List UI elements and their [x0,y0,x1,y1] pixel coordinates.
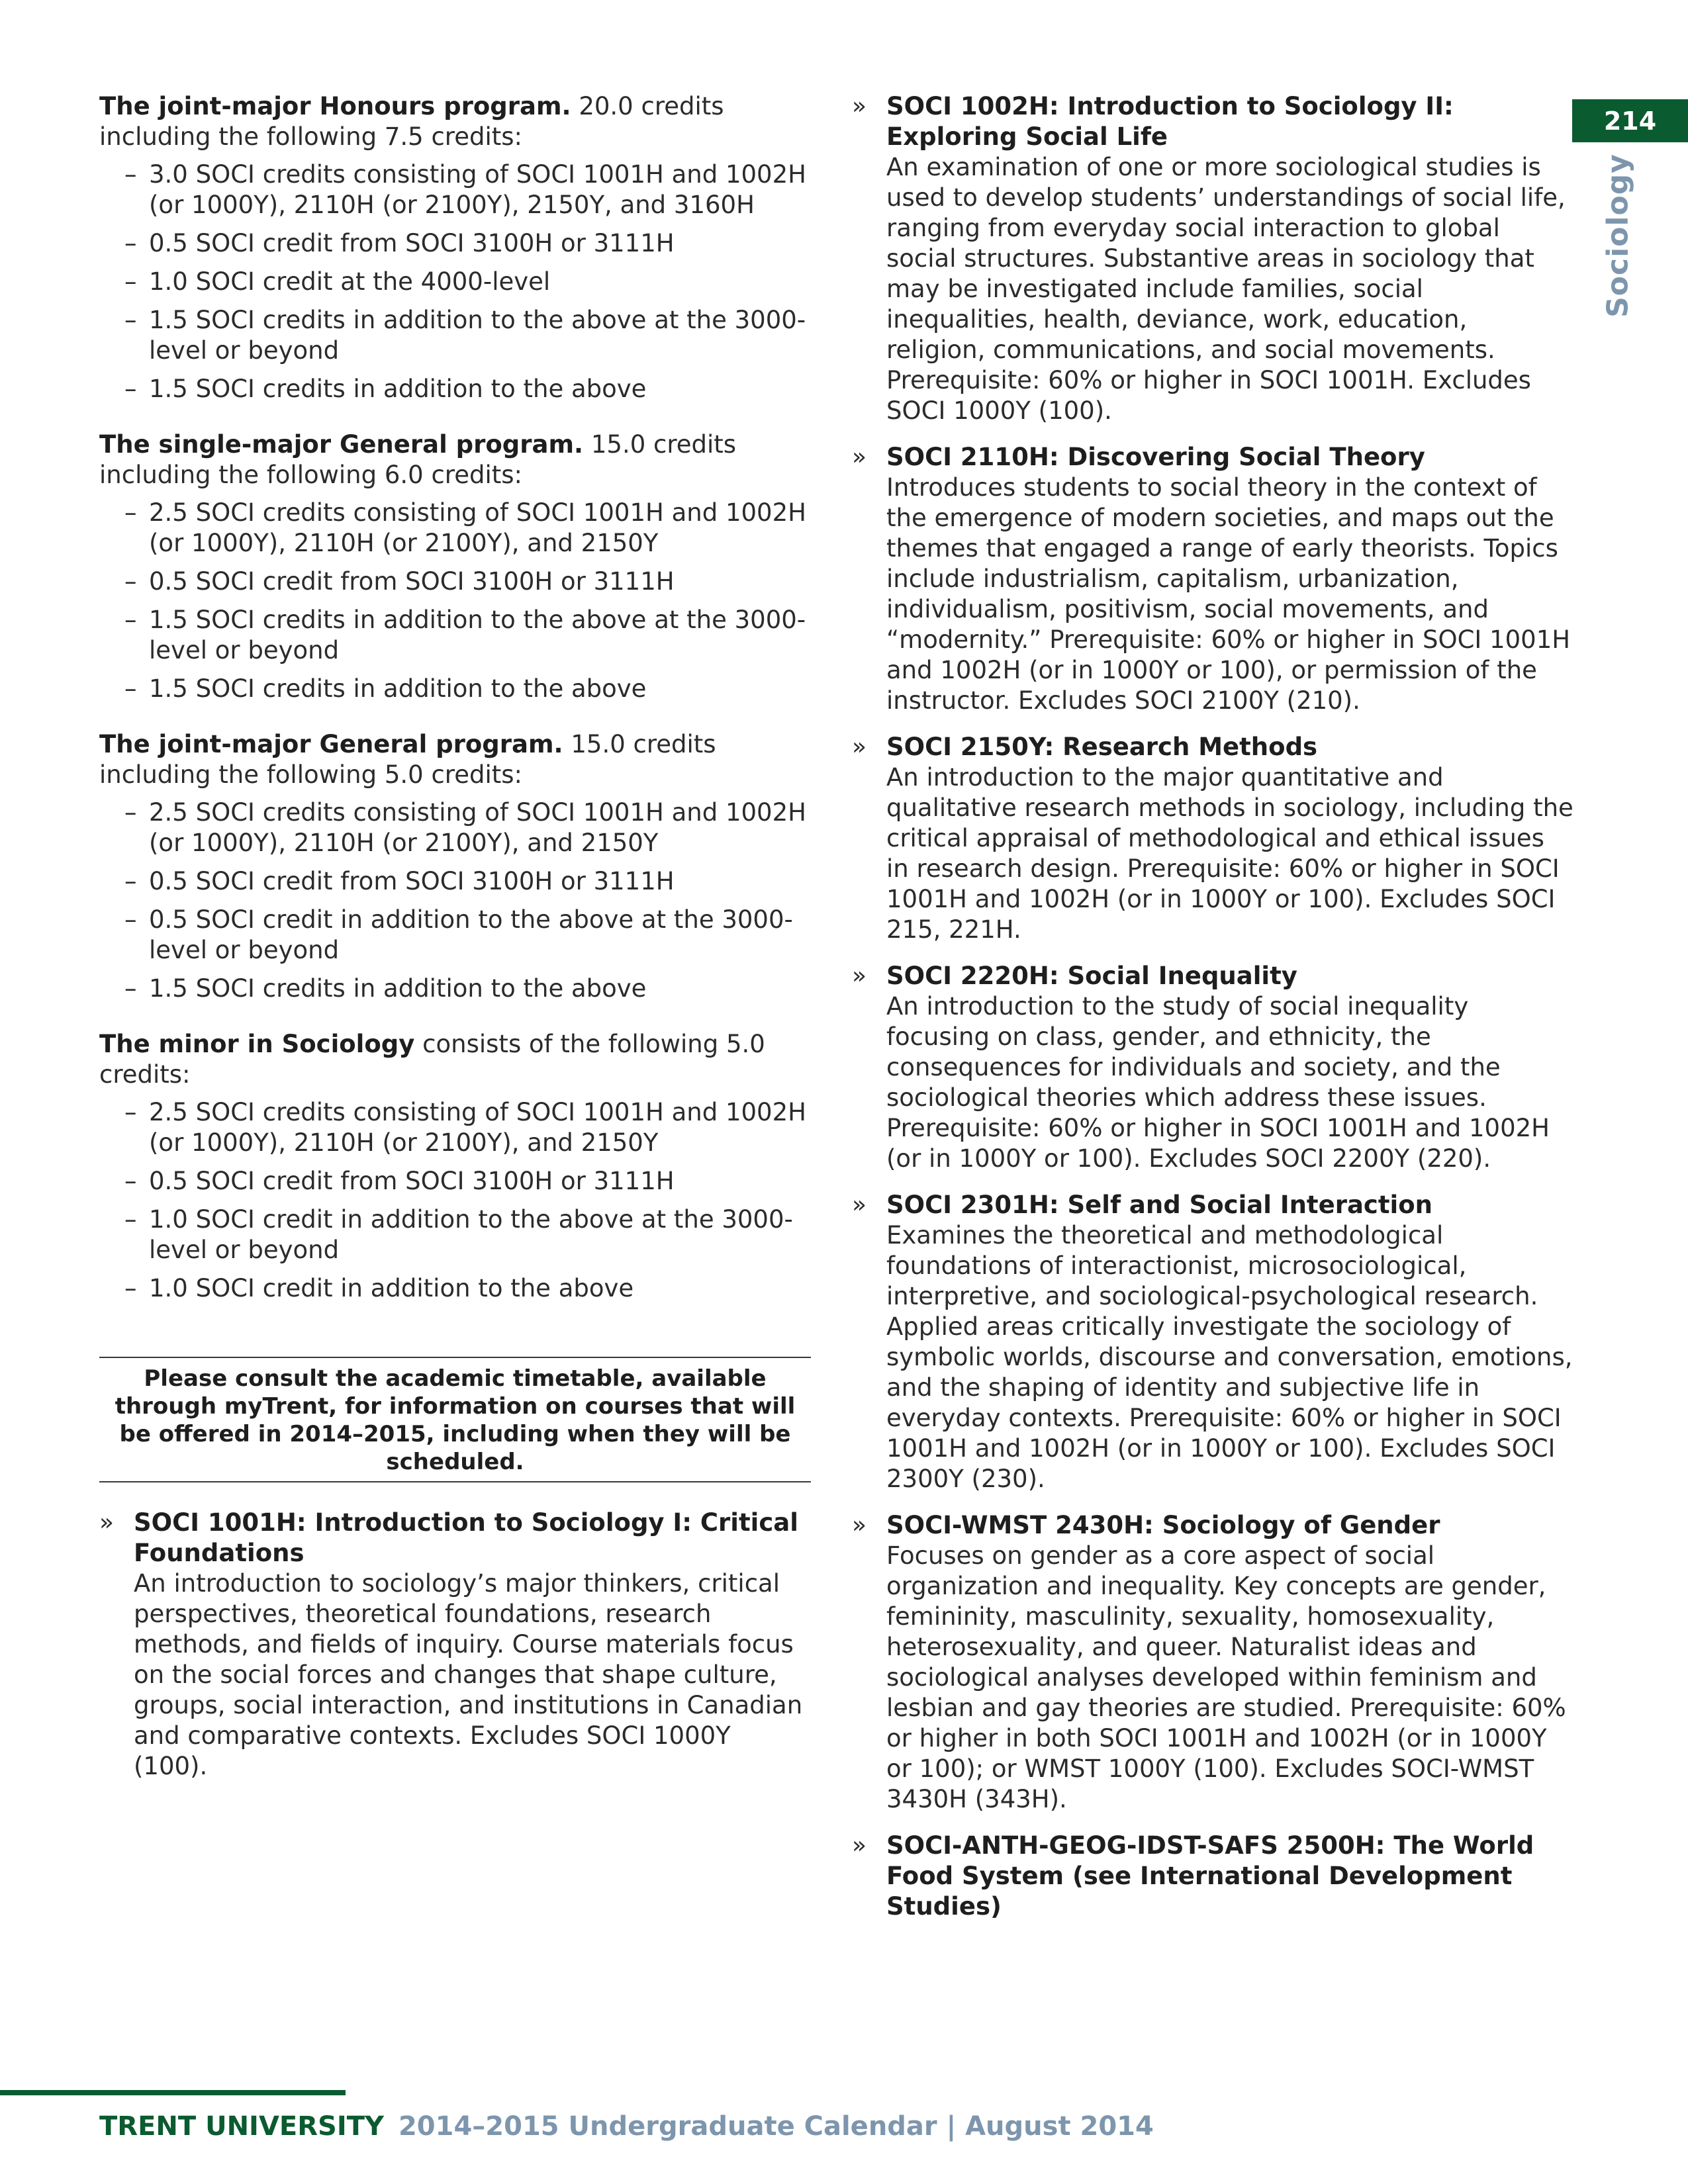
left-column [99,91,811,1797]
course-title: SOCI 2150Y: Research Methods [886,733,1318,761]
course-entry [852,91,1573,426]
program-title: The single-major General program. [99,430,584,459]
requirement-item: – 2.5 SOCI credits consisting of SOCI 1001H and 1002H (or 1000Y), 2110H (or 2100Y), and 2150Y [99,797,811,858]
requirement-item: – 1.0 SOCI credit in addition to the above at the 3000-level or beyond [99,1205,811,1265]
course-entry [852,1831,1573,1922]
requirement-list [99,1097,811,1304]
course-entry [99,1508,811,1782]
timetable-notice: Please consult the academic timetable, available through myTrent, for information on courses that will be offered in 2014–2015, including when they will be scheduled. [99,1357,811,1482]
program-intro [99,430,811,490]
program-summary: consists of the following 5.0 credits: [99,1030,765,1089]
course-title: SOCI 1002H: Introduction to Sociology II: Exploring Social Life [886,92,1454,151]
bullet-chevron-icon: » [852,962,867,989]
program-summary: 15.0 credits including the following 6.0 credits: [99,430,737,489]
course-list-right [852,91,1573,1922]
requirement-item: – 1.5 SOCI credits in addition to the above [99,674,811,704]
program-summary: 15.0 credits including the following 5.0 credits: [99,730,716,789]
requirement-item: – 1.5 SOCI credits in addition to the above [99,974,811,1004]
bullet-chevron-icon: » [99,1509,115,1536]
requirement-list [99,159,811,404]
requirement-item: – 1.5 SOCI credits in addition to the above at the 3000-level or beyond [99,305,811,366]
program-title: The minor in Sociology [99,1030,415,1058]
course-entry [852,961,1573,1174]
course-list-left [99,1508,811,1782]
requirement-item: – 0.5 SOCI credit from SOCI 3100H or 3111H [99,866,811,897]
program-block [99,729,811,1004]
requirement-item: – 1.0 SOCI credit at the 4000-level [99,267,811,297]
program-block [99,91,811,404]
course-title: SOCI 2301H: Self and Social Interaction [886,1191,1432,1219]
page-number-tab [1572,99,1688,142]
section-label: Sociology [1601,154,1635,318]
course-title: SOCI-WMST 2430H: Sociology of Gender [886,1511,1440,1539]
footer [99,2111,1154,2142]
program-intro [99,729,811,790]
course-description: Focuses on gender as a core aspect of social organization and inequality. Key concepts are gender, femininity, masculinity, sexuality, homosexuality, heterosexuality, and queer. Naturalist ideas and sociological analyses developed within feminism and lesbian and gay theories are studied. Prerequisite: 60% or higher in both SOCI 1001H and 1002H (or in 1000Y or 100); or WMST 1000Y (100). Excludes SOCI-WMST 3430H (343H). [886,1541,1566,1813]
right-column [852,91,1573,1938]
course-title: SOCI 1001H: Introduction to Sociology I: Critical Foundations [134,1508,798,1567]
bullet-chevron-icon: » [852,733,867,760]
bullet-chevron-icon: » [852,93,867,120]
requirement-item: – 3.0 SOCI credits consisting of SOCI 1001H and 1002H (or 1000Y), 2110H (or 2100Y), 2150Y, and 3160H [99,159,811,220]
bullet-chevron-icon: » [852,1191,867,1218]
bullet-chevron-icon: » [852,443,867,471]
footer-university: TRENT UNIVERSITY [99,2111,384,2142]
course-description: Introduces students to social theory in the context of the emergence of modern societies, and maps out the themes that engaged a range of early theorists. Topics include industrialism, capitalism, urbanization, individualism, positivism, social movements, and “modernity.” Prerequisite: 60% or higher in SOCI 1001H and 1002H (or in 1000Y or 100), or permission of the instructor. Excludes SOCI 2100Y (210). [886,473,1571,715]
program-block [99,1029,811,1304]
course-description: An examination of one or more sociological studies is used to develop students’ understandings of social life, ranging from everyday social interaction to global social structures. Substantive areas in sociology that may be investigated include families, social inequalities, health, deviance, work, education, religion, communications, and social movements. Prerequisite: 60% or higher in SOCI 1001H. Excludes SOCI 1000Y (100). [886,153,1566,425]
course-description: An introduction to the major quantitative and qualitative research methods in sociology, including the critical appraisal of methodological and ethical issues in research design. Prerequisite: 60% or higher in SOCI 1001H and 1002H (or in 1000Y or 100). Excludes SOCI 215, 221H. [886,763,1573,944]
course-entry [852,442,1573,716]
program-intro [99,1029,811,1090]
program-block [99,430,811,704]
bullet-chevron-icon: » [852,1512,867,1539]
page-number: 214 [1603,106,1657,136]
course-description: An introduction to the study of social inequality focusing on class, gender, and ethnicity, the consequences for individuals and society, and the sociological theories which address these issues. Prerequisite: 60% or higher in SOCI 1001H and 1002H (or in 1000Y or 100). Excludes SOCI 2200Y (220). [886,992,1550,1173]
program-title: The joint-major Honours program. [99,92,571,120]
footer-calendar: 2014–2015 Undergraduate Calendar | August 2014 [398,2111,1154,2142]
program-intro [99,91,811,152]
requirement-item: – 1.0 SOCI credit in addition to the above [99,1273,811,1304]
program-title: The joint-major General program. [99,730,563,758]
course-entry [852,1190,1573,1494]
course-title: SOCI-ANTH-GEOG-IDST-SAFS 2500H: The World Food System (see International Development Studies) [886,1831,1534,1921]
requirement-list [99,498,811,704]
requirement-list [99,797,811,1004]
course-description: Examines the theoretical and methodological foundations of interactionist, microsociological, interpretive, and sociological-psychological research. Applied areas critically investigate the sociology of symbolic worlds, discourse and conversation, emotions, and the shaping of identity and subjective life in everyday contexts. Prerequisite: 60% or higher in SOCI 1001H and 1002H (or in 1000Y or 100). Excludes SOCI 2300Y (230). [886,1221,1573,1493]
requirement-item: – 0.5 SOCI credit from SOCI 3100H or 3111H [99,567,811,597]
requirement-item: – 1.5 SOCI credits in addition to the above at the 3000-level or beyond [99,605,811,666]
requirement-item: – 0.5 SOCI credit in addition to the above at the 3000-level or beyond [99,905,811,966]
footer-rule [0,2090,346,2095]
course-description: An introduction to sociology’s major thinkers, critical perspectives, theoretical foundations, research methods, and fields of inquiry. Course materials focus on the social forces and changes that shape culture, groups, social interaction, and institutions in Canadian and comparative contexts. Excludes SOCI 1000Y (100). [134,1569,803,1780]
bullet-chevron-icon: » [852,1832,867,1859]
requirement-item: – 2.5 SOCI credits consisting of SOCI 1001H and 1002H (or 1000Y), 2110H (or 2100Y), and 2150Y [99,498,811,559]
requirement-item: – 0.5 SOCI credit from SOCI 3100H or 3111H [99,228,811,259]
program-requirements [99,91,811,1304]
requirement-item: – 2.5 SOCI credits consisting of SOCI 1001H and 1002H (or 1000Y), 2110H (or 2100Y), and 2150Y [99,1097,811,1158]
program-summary: 20.0 credits including the following 7.5 credits: [99,92,724,151]
requirement-item: – 1.5 SOCI credits in addition to the above [99,374,811,404]
course-entry [852,732,1573,945]
requirement-item: – 0.5 SOCI credit from SOCI 3100H or 3111H [99,1166,811,1197]
course-title: SOCI 2220H: Social Inequality [886,962,1297,990]
course-title: SOCI 2110H: Discovering Social Theory [886,443,1425,471]
course-entry [852,1510,1573,1815]
